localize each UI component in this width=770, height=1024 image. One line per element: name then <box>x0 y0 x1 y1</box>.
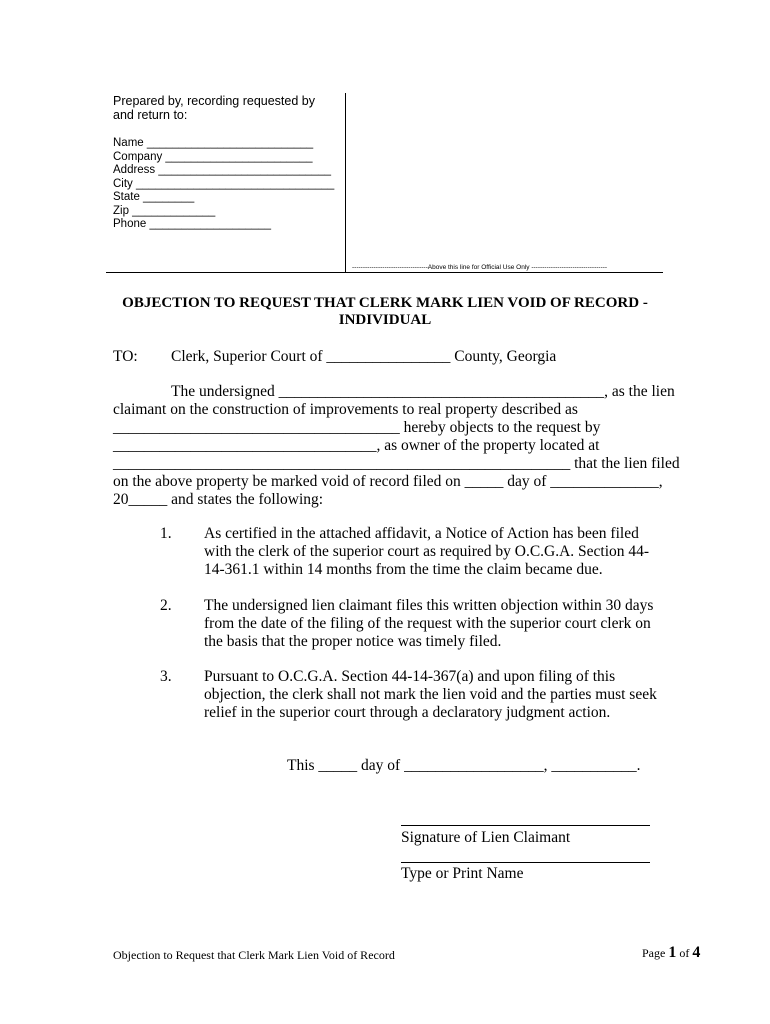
page-word: Page <box>642 946 666 960</box>
recording-heading <box>113 94 345 122</box>
body-line: The undersigned __________________________________________, as the lien <box>171 383 675 400</box>
item-text-line: from the date of the filing of the request with the superior court clerk on <box>204 615 651 632</box>
body-line[interactable]: on the above property be marked void of record filed on _____ day of ______________, <box>113 473 663 490</box>
print-name-rule[interactable] <box>401 862 650 863</box>
city-field[interactable]: City _______________________________ <box>113 177 335 190</box>
document-title-line2: INDIVIDUAL <box>338 312 432 328</box>
page-number <box>642 944 700 962</box>
official-use-note: -----------------------------------Above this line for Official Use Only ----------------------------------- <box>352 264 608 271</box>
recording-heading-line2: and return to: <box>113 108 188 122</box>
of-word: of <box>679 946 690 960</box>
item-text-line: objection, the clerk shall not mark the lien void and the parties must seek <box>204 686 657 703</box>
company-field[interactable]: Company _______________________ <box>113 150 313 163</box>
addressee-line <box>113 348 556 366</box>
item-text-line: As certified in the attached affidavit, a Notice of Action has been filed <box>204 525 639 542</box>
phone-field[interactable]: Phone ___________________ <box>113 218 271 230</box>
zip-field[interactable]: Zip _____________ <box>113 204 216 217</box>
item-text-line: Pursuant to O.C.G.A. Section 44-14-367(a) and upon filing of this <box>204 668 616 685</box>
recording-block <box>113 94 345 232</box>
current-page: 1 <box>668 944 677 961</box>
body-line[interactable]: __________________________________, as owner of the property located at <box>113 437 600 454</box>
body-line: claimant on the construction of improvements to real property described as <box>113 401 578 418</box>
signature-label: Signature of Lien Claimant <box>401 829 571 846</box>
recording-divider-horizontal <box>106 272 663 273</box>
body-line[interactable]: 20_____ and states the following: <box>113 491 324 508</box>
signature-rule[interactable] <box>401 825 650 826</box>
item-text-line: The undersigned lien claimant files this written objection within 30 days <box>204 597 654 614</box>
to-label: TO: <box>113 348 138 365</box>
document-title <box>100 295 670 329</box>
date-line[interactable]: This _____ day of __________________, ___________. <box>287 757 641 774</box>
item-number: 1. <box>160 525 172 542</box>
item-number: 2. <box>160 597 172 614</box>
item-text-line: relief in the superior court through a declaratory judgment action. <box>204 704 611 721</box>
item-number: 3. <box>160 668 172 685</box>
address-field[interactable]: Address ___________________________ <box>113 164 332 176</box>
item-text-line: with the clerk of the superior court as required by O.C.G.A. Section 44- <box>204 543 650 560</box>
footer-document-name: Objection to Request that Clerk Mark Lien Void of Record <box>113 948 395 962</box>
recording-heading-line1: Prepared by, recording requested by <box>113 94 315 108</box>
state-field[interactable]: State ________ <box>113 191 195 203</box>
name-field[interactable]: Name __________________________ <box>113 137 314 149</box>
body-line[interactable]: _____________________________________ hereby objects to the request by <box>113 419 601 436</box>
item-text-line: 14-361.1 within 14 months from the time the claim became due. <box>204 561 603 578</box>
recording-divider-vertical <box>345 93 346 273</box>
to-text[interactable]: Clerk, Superior Court of ________________ County, Georgia <box>171 348 557 365</box>
print-name-label: Type or Print Name <box>401 865 524 882</box>
document-title-line1: OBJECTION TO REQUEST THAT CLERK MARK LIEN VOID OF RECORD - <box>122 295 648 311</box>
total-pages: 4 <box>692 944 701 961</box>
item-text-line: the basis that the proper notice was timely filed. <box>204 633 502 650</box>
body-line[interactable]: ___________________________________________________________ that the lien filed <box>113 455 680 472</box>
body-paragraph <box>113 383 680 509</box>
